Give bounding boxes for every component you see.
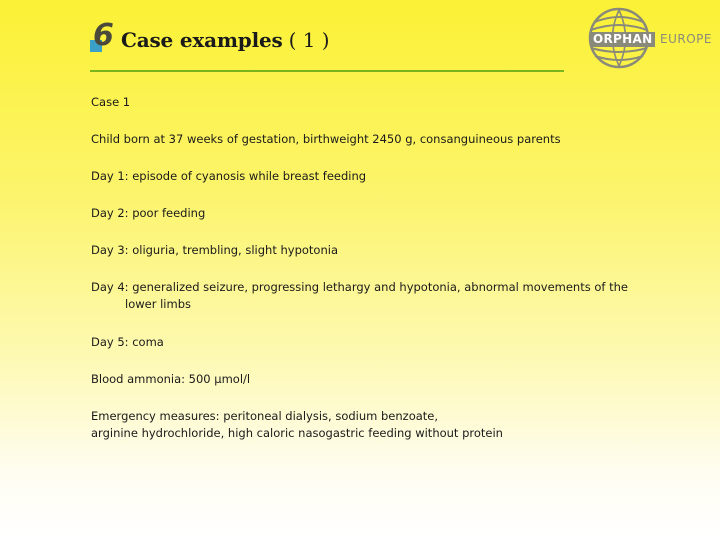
title-text: Case examples [121,28,283,52]
body-line: arginine hydrochloride, high caloric nasogastric feeding without protein [91,426,503,440]
body-line: Day 4: generalized seizure, progressing lethargy and hypotonia, abnormal movements of the [91,280,628,294]
slide-title [121,28,330,52]
body-line: Day 3: oliguria, trembling, slight hypotonia [91,243,338,257]
body-line: Emergency measures: peritoneal dialysis, sodium benzoate, [91,409,439,423]
orphan-europe-logo [586,6,716,70]
body-line-continuation: lower limbs [125,297,191,311]
section-number-badge [88,18,118,56]
logo-europe-text: EUROPE [660,32,712,46]
body-line: Day 2: poor feeding [91,206,206,220]
case-label: Case 1 [91,95,131,109]
body-line: Child born at 37 weeks of gestation, birthweight 2450 g, consanguineous parents [91,132,561,146]
body-line: Day 5: coma [91,335,164,349]
body-line: Blood ammonia: 500 µmol/l [91,372,251,386]
title-suffix: ( 1 ) [288,28,330,52]
logo-orphan-text: ORPHAN [590,32,655,47]
title-underline-rule [90,70,564,72]
body-line: Day 1: episode of cyanosis while breast feeding [91,169,367,183]
section-number: 6 [93,18,114,53]
